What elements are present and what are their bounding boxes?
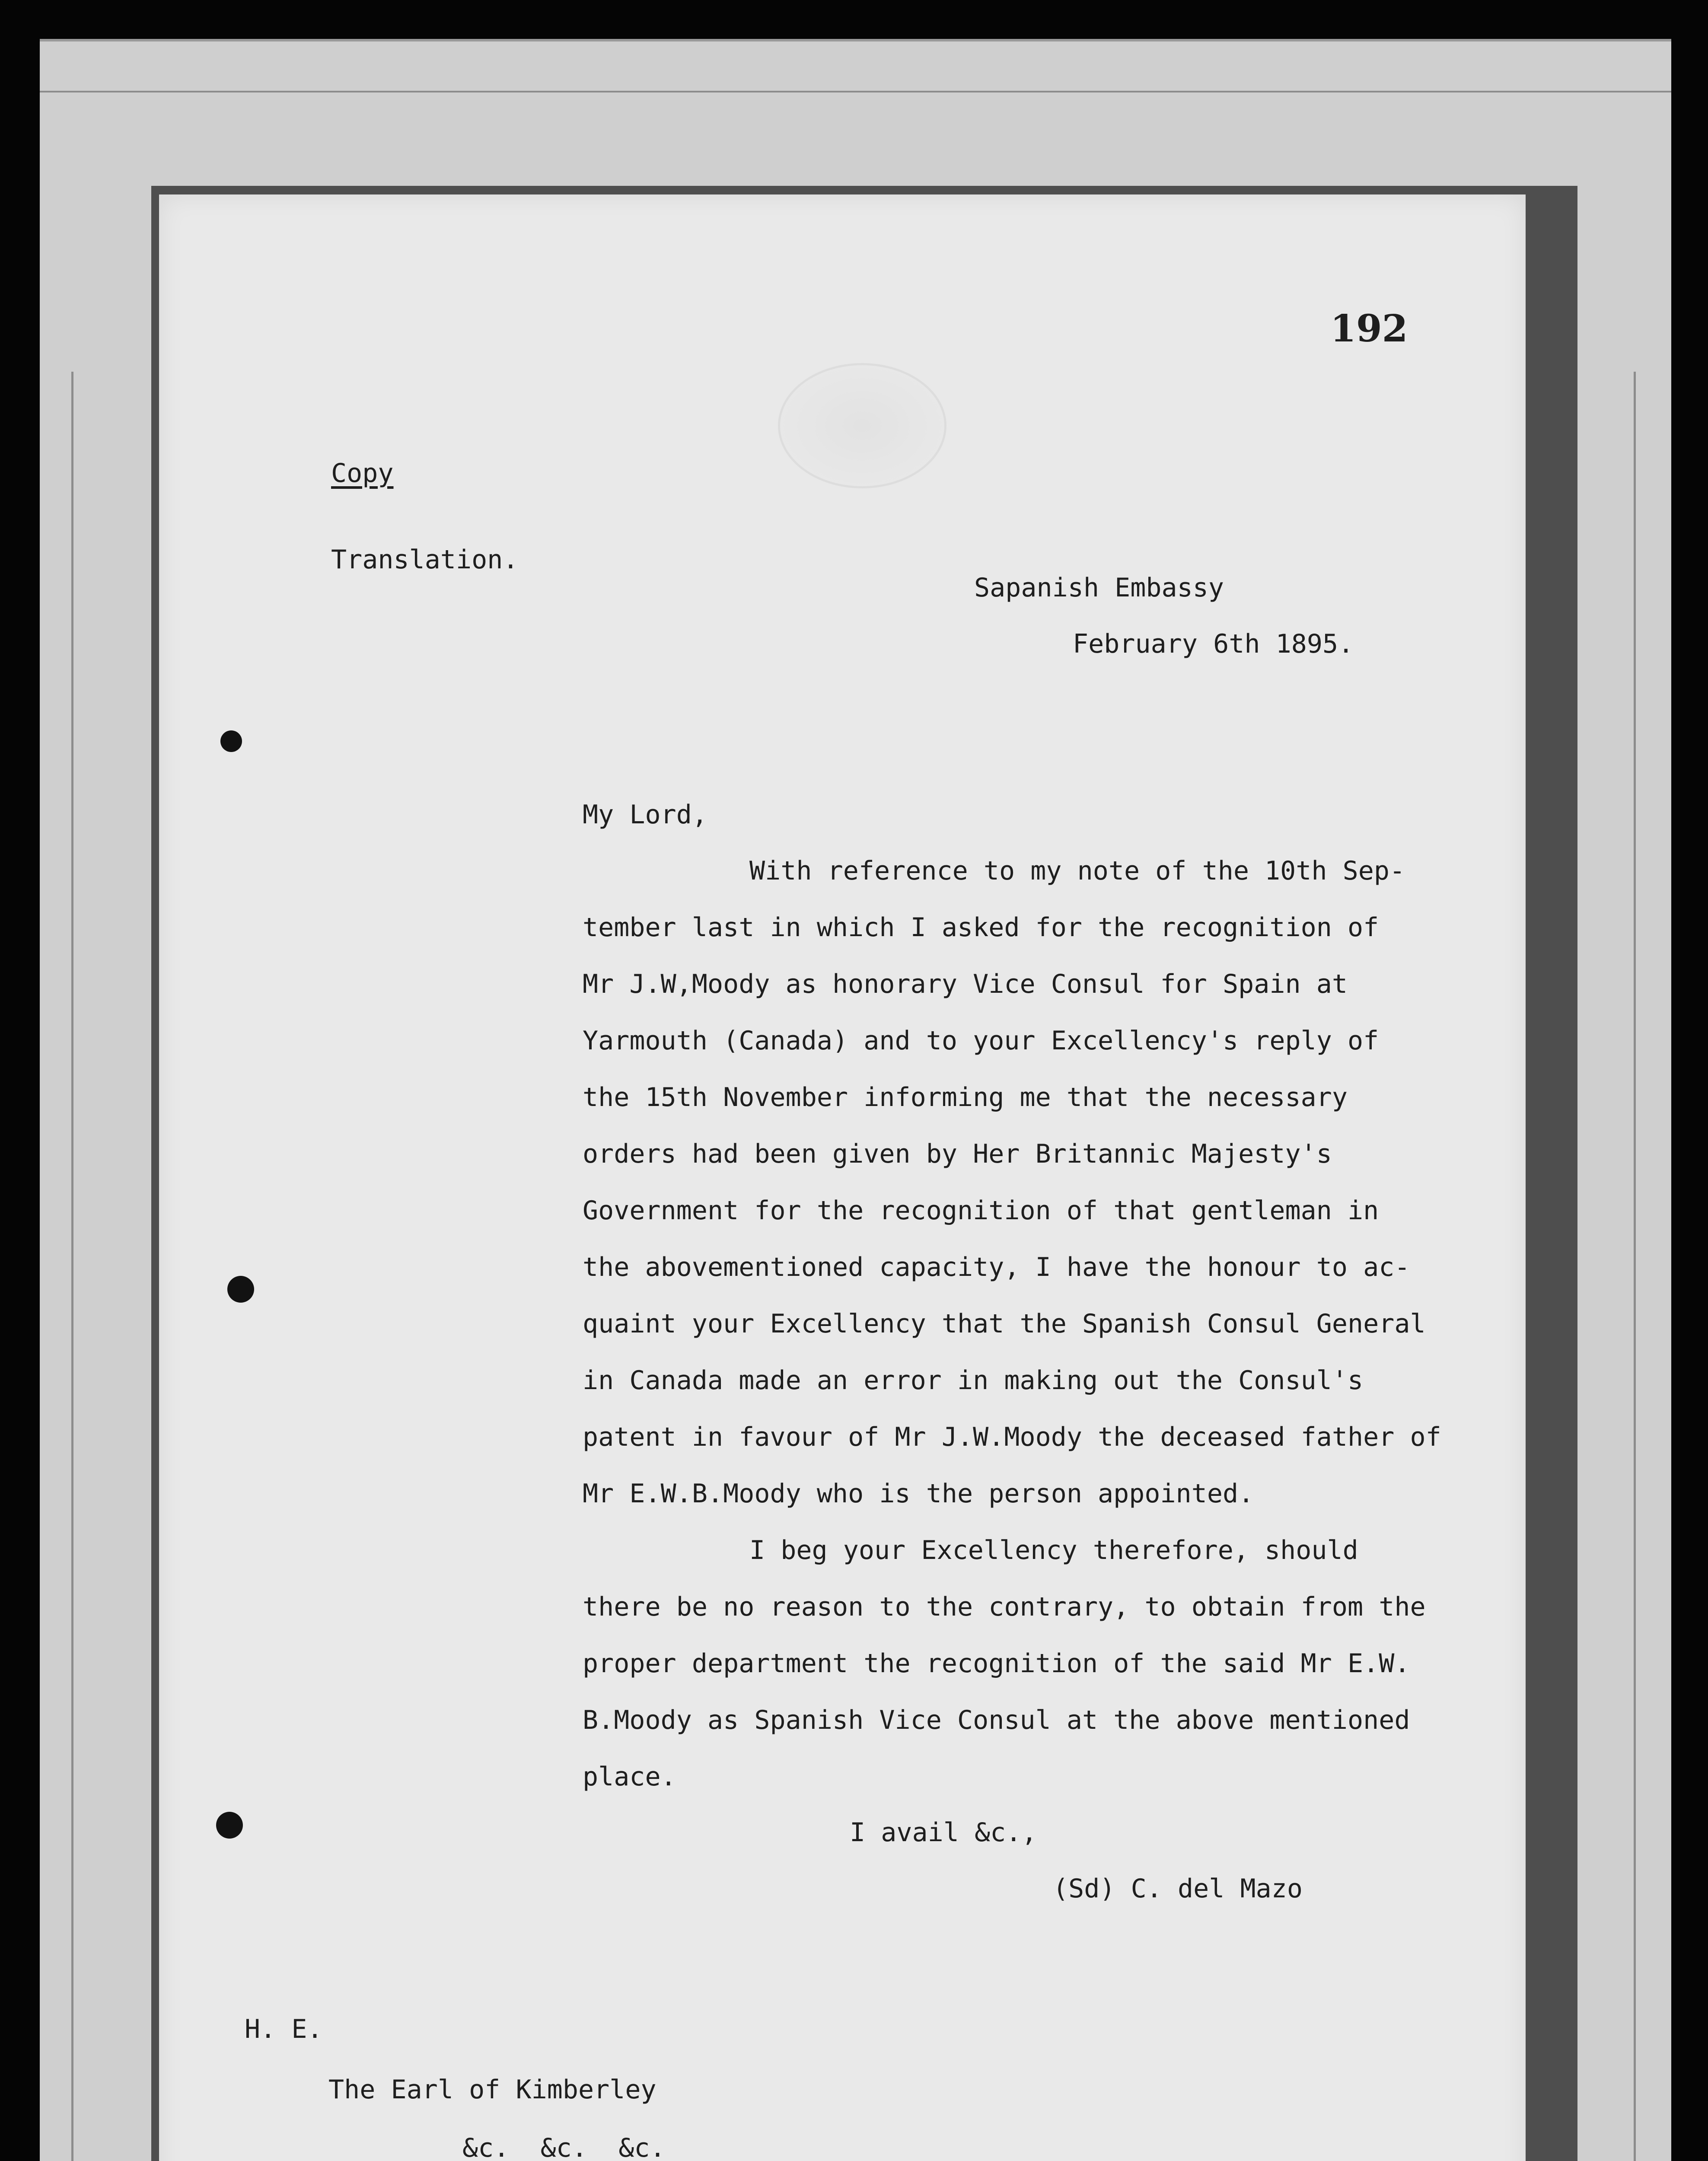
body-line: Yarmouth (Canada) and to your Excellency's reply of (583, 1026, 1379, 1056)
mount-border-top (40, 91, 1671, 92)
body-line: in Canada made an error in making out the Consul's (583, 1365, 1364, 1396)
body-line: patent in favour of Mr J.W.Moody the deceased father of (583, 1422, 1441, 1452)
salutation: My Lord, (583, 800, 707, 830)
mount-border-left (71, 372, 73, 2161)
mount-border-right (1634, 372, 1636, 2161)
body-line: quaint your Excellency that the Spanish Consul General (583, 1309, 1426, 1339)
letter-date: February 6th 1895. (1073, 629, 1354, 659)
body-line: tember last in which I asked for the recognition of (583, 912, 1379, 943)
punch-hole-icon (227, 1276, 254, 1303)
body-line: B.Moody as Spanish Vice Consul at the above mentioned (583, 1705, 1410, 1735)
body-line: orders had been given by Her Britannic Majesty's (583, 1139, 1332, 1169)
page-number: 192 (1330, 307, 1408, 351)
addressee-etc: &c. &c. &c. (462, 2133, 666, 2161)
body-line: there be no reason to the contrary, to obtain from the (583, 1592, 1426, 1622)
body-line: With reference to my note of the 10th Sep- (749, 856, 1405, 886)
body-line: the 15th November informing me that the necessary (583, 1082, 1348, 1112)
copy-label: Copy (331, 458, 394, 488)
punch-hole-icon (216, 1812, 243, 1839)
body-line: Government for the recognition of that gentleman in (583, 1195, 1379, 1226)
closing: I avail &c., (850, 1817, 1037, 1848)
body-line: I beg your Excellency therefore, should (749, 1535, 1358, 1565)
addressee-name: The Earl of Kimberley (328, 2075, 656, 2105)
body-line: the abovementioned capacity, I have the honour to ac- (583, 1252, 1410, 1282)
body-line: place. (583, 1762, 676, 1792)
sender-place: Sapanish Embassy (974, 573, 1224, 603)
signature: (Sd) C. del Mazo (1053, 1874, 1303, 1904)
embossed-seal-icon (778, 363, 946, 488)
body-line: proper department the recognition of the said Mr E.W. (583, 1648, 1410, 1679)
translation-label: Translation. (331, 545, 519, 575)
body-line: Mr E.W.B.Moody who is the person appointed. (583, 1479, 1254, 1509)
addressee-honorific: H. E. (245, 2014, 323, 2044)
punch-hole-icon (220, 730, 242, 752)
body-line: Mr J.W,Moody as honorary Vice Consul for Spain at (583, 969, 1348, 999)
